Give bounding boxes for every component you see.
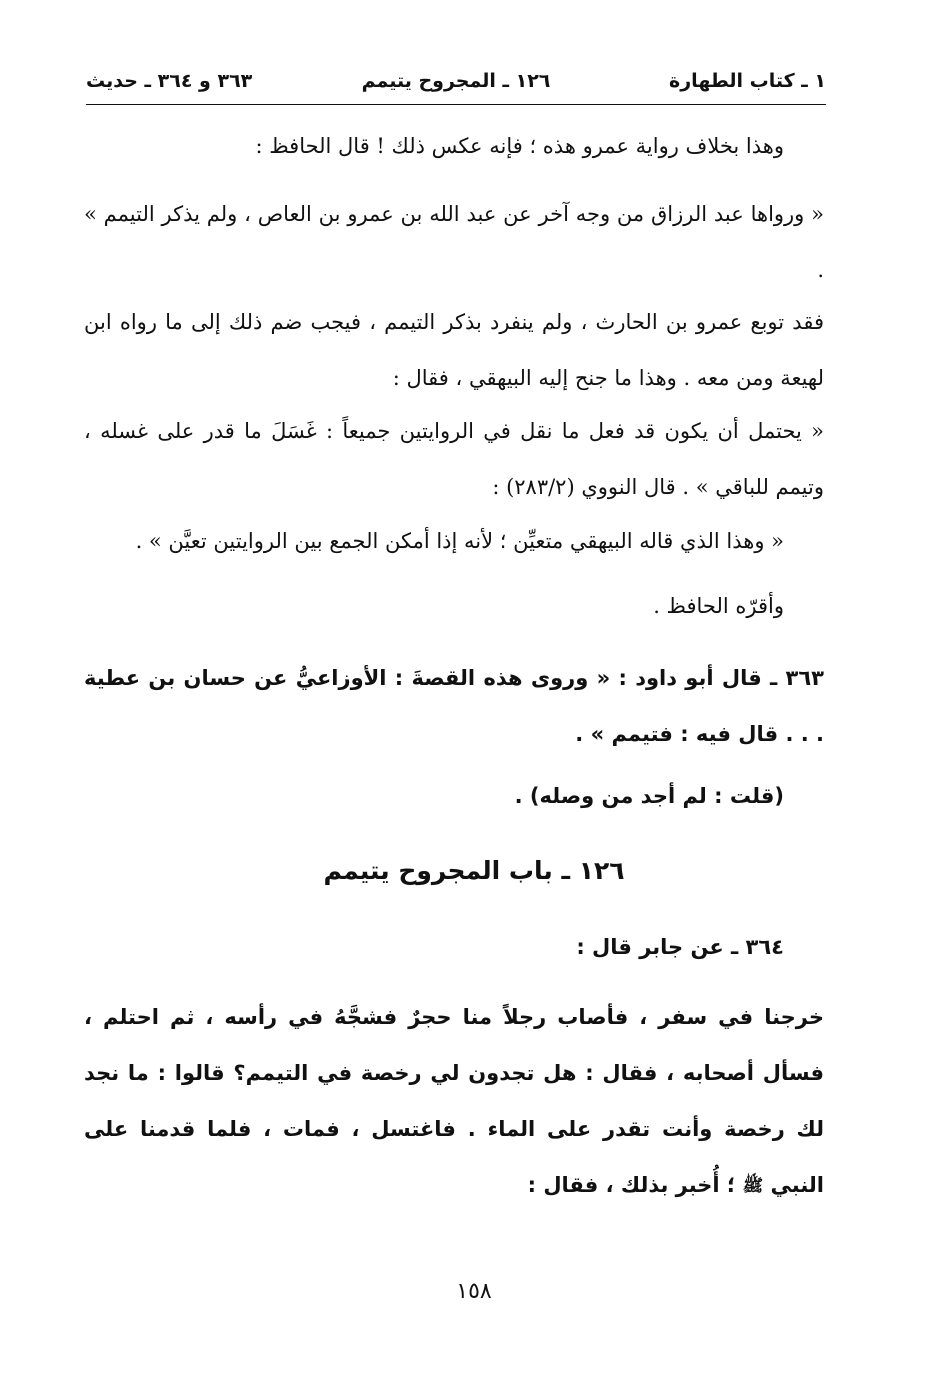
header-book-title: ١ ـ كتاب الطهارة [669, 70, 826, 92]
hadith-364-end: ؛ أُخبر بذلك ، فقال : [527, 1173, 736, 1197]
hadith-363: ٣٦٣ ـ قال أبو داود : « وروى هذه القصةَ : الأوزاعيُّ عن حسان بن عطية . . . قال فيه : فتيمم » . [84, 666, 824, 746]
salutation-seal: ﷺ [742, 1176, 764, 1196]
paragraph-1: وهذا بخلاف رواية عمرو هذه ؛ فإنه عكس ذلك ! قال الحافظ : [255, 134, 784, 158]
running-header [86, 66, 826, 100]
header-hadith-numbers: ٣٦٣ و ٣٦٤ ـ حديث [86, 70, 253, 92]
hadith-364-text [84, 989, 824, 1214]
paragraph-2-quote: « ورواها عبد الرزاق من وجه آخر عن عبد الله بن عمرو بن العاص ، ولم يذكر التيمم » . [84, 202, 824, 282]
hadith-364-heading: ٣٦٤ ـ عن جابر قال : [576, 935, 784, 959]
page-number: ١٥٨ [456, 1279, 492, 1304]
chapter-title: ١٢٦ ـ باب المجروح يتيمم [323, 856, 625, 885]
paragraph-3: فقد توبع عمرو بن الحارث ، ولم ينفرد بذكر التيمم ، فيجب ضم ذلك إلى ما رواه ابن لهيعة ومن معه . وهذا ما جنح إليه البيهقي ، فقال : [84, 310, 824, 390]
paragraph-5-quote: « وهذا الذي قاله البيهقي متعيِّن ؛ لأنه إذا أمكن الجمع بين الروايتين تعيَّن » . [135, 529, 784, 553]
paragraph-4-quote: « يحتمل أن يكون قد فعل ما نقل في الروايتين جميعاً : غَسَلَ ما قدر على غسله ، وتيمم للباقي » . قال النووي (٢٨٣/٢) : [84, 419, 824, 499]
paragraph-6: وأقرّه الحافظ . [653, 594, 784, 618]
header-rule [86, 104, 826, 105]
hadith-364-body: خرجنا في سفر ، فأصاب رجلاً منا حجرٌ فشجَّهُ في رأسه ، ثم احتلم ، فسأل أصحابه ، فقال : هل تجدون لي رخصة في التيمم؟ قالوا : ما نجد لك رخصة وأنت تقدر على الماء . فاغتسل ، فمات ، فلما قدمنا على النبي [84, 1005, 824, 1197]
header-chapter-title: ١٢٦ ـ المجروح يتيمم [361, 70, 551, 92]
hadith-363-note: (قلت : لم أجد من وصله) . [514, 784, 784, 808]
